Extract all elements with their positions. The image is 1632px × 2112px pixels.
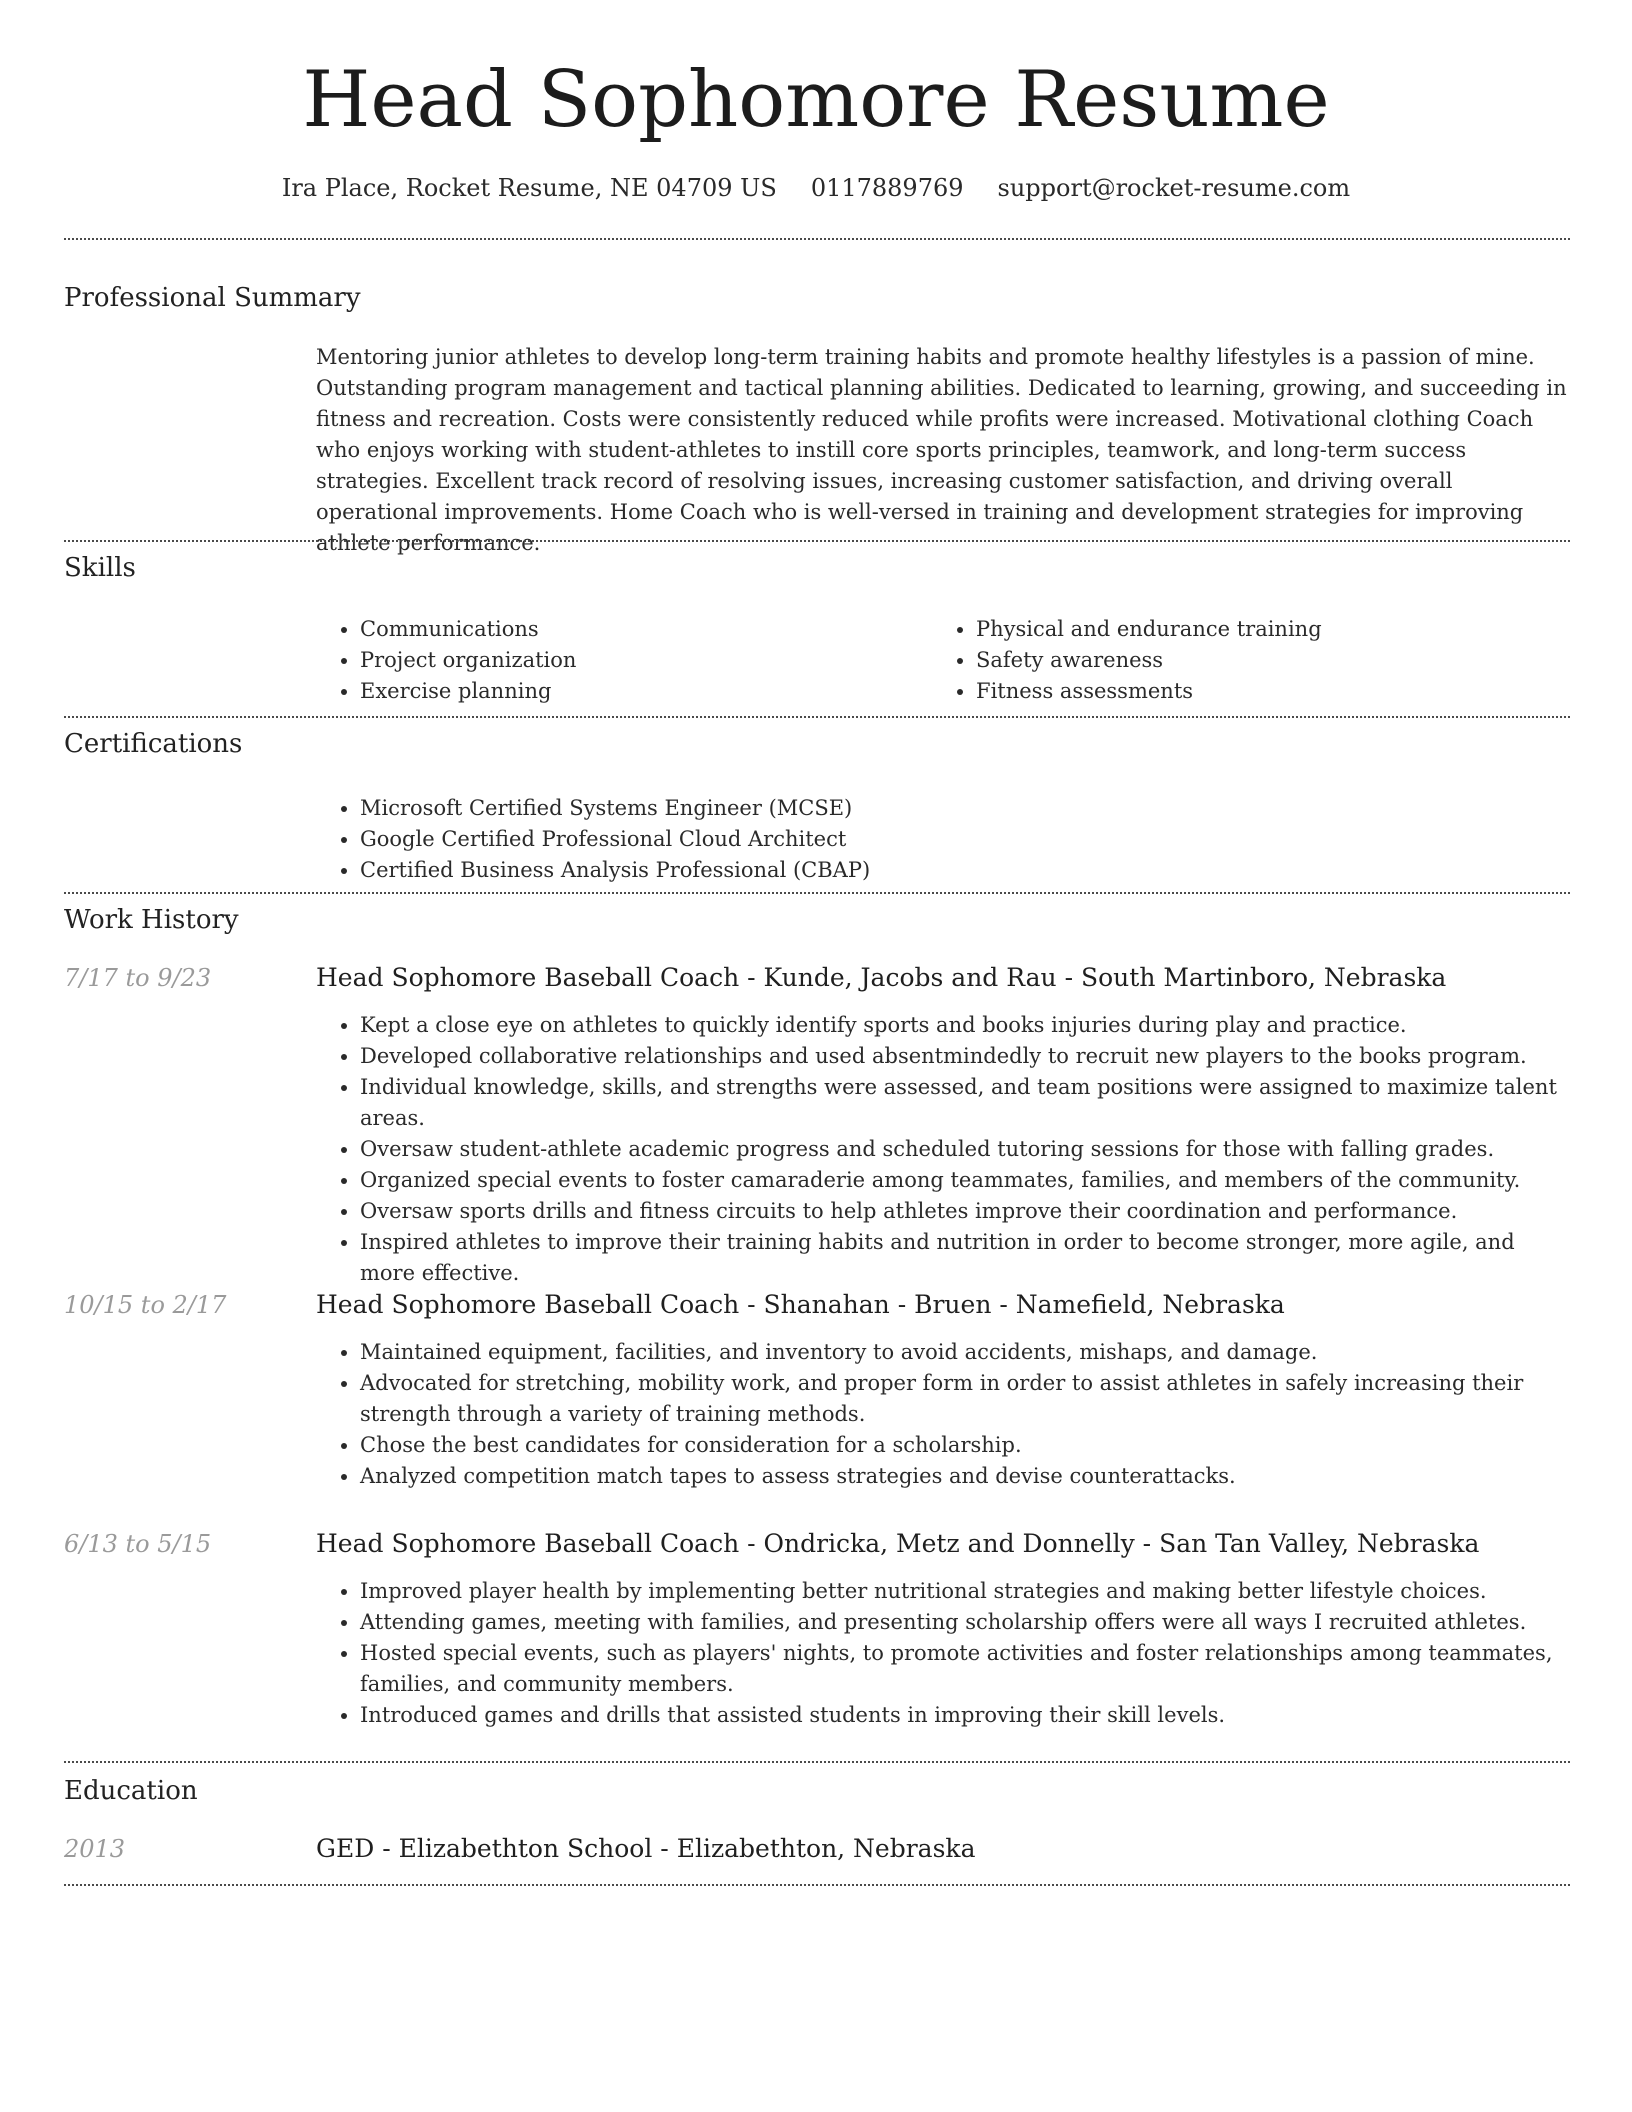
job-dates: 6/13 to 5/15 [64, 1530, 212, 1558]
education-school: Elizabethton School [398, 1834, 653, 1863]
skills-column-right [932, 614, 1548, 707]
certification-item: • Certified Business Analysis Professional (CBAP) [360, 855, 1572, 886]
job-bullet: • Organized special events to foster camaraderie among teammates, families, and members of the community. [360, 1165, 1572, 1196]
job-heading: Head Sophomore Baseball Coach - Shanahan - Bruen - Namefield, Nebraska [316, 1290, 1285, 1319]
job-dates: 10/15 to 2/17 [64, 1291, 227, 1319]
skills-heading: Skills [64, 553, 136, 583]
skill-item: • Physical and endurance training [976, 614, 1548, 645]
job-company: Ondricka, Metz and Donnelly [763, 1529, 1135, 1558]
job-bullet: • Analyzed competition match tapes to assess strategies and devise counterattacks. [360, 1461, 1572, 1492]
education-year: 2013 [64, 1835, 126, 1863]
job-bullet: • Introduced games and drills that assisted students in improving their skill levels. [360, 1700, 1572, 1731]
job-bullets [316, 1576, 1572, 1731]
summary-heading: Professional Summary [64, 283, 361, 313]
job-bullet: • Improved player health by implementing better nutritional strategies and making better lifestyle choices. [360, 1576, 1572, 1607]
job-bullet: • Developed collaborative relationships and used absentmindedly to recruit new players to the books program. [360, 1041, 1572, 1072]
skill-item: • Safety awareness [976, 645, 1548, 676]
job-bullets [316, 1337, 1572, 1492]
certification-item: • Microsoft Certified Systems Engineer (MCSE) [360, 793, 1572, 824]
job-bullet: • Individual knowledge, skills, and strengths were assessed, and team positions were assigned to maximize talent areas. [360, 1072, 1572, 1134]
divider [64, 1761, 1570, 1763]
job-bullet: • Chose the best candidates for consideration for a scholarship. [360, 1430, 1572, 1461]
divider [64, 238, 1570, 240]
job-bullets [316, 1010, 1572, 1289]
certifications-list [316, 793, 1572, 886]
job-bullet: • Oversaw student-athlete academic progress and scheduled tutoring sessions for those with falling grades. [360, 1134, 1572, 1165]
work-history-heading: Work History [64, 905, 239, 935]
job-title: Head Sophomore Baseball Coach [316, 963, 740, 992]
job-company: Shanahan - Bruen [763, 1290, 992, 1319]
job-heading: Head Sophomore Baseball Coach - Kunde, Jacobs and Rau - South Martinboro, Nebraska [316, 963, 1447, 992]
job-bullet: • Hosted special events, such as players' nights, to promote activities and foster relationships among teammates, families, and community members. [360, 1638, 1572, 1700]
education-degree: GED [316, 1834, 375, 1863]
job-title: Head Sophomore Baseball Coach [316, 1529, 740, 1558]
divider [64, 1884, 1570, 1886]
divider [64, 540, 1570, 542]
job-company: Kunde, Jacobs and Rau [763, 963, 1057, 992]
job-location: Namefield, Nebraska [1015, 1290, 1285, 1319]
job-title: Head Sophomore Baseball Coach [316, 1290, 740, 1319]
contact-phone: 0117889769 [810, 174, 964, 202]
job-bullet: • Kept a close eye on athletes to quickly identify sports and books injuries during play and practice. [360, 1010, 1572, 1041]
certifications-heading: Certifications [64, 729, 243, 759]
summary-text: Mentoring junior athletes to develop long-term training habits and promote healthy lifestyles is a passion of mine. Outstanding program management and tactical planning abilities. Dedicated to learning, growing, and succeeding in fitness and recreation. Costs were consistently reduced while profits were increased. Motivational clothing Coach who enjoys working with student-athletes to instill core sports principles, teamwork, and long-term success strategies. Excellent track record of resolving issues, increasing customer satisfaction, and driving overall operational improvements. Home Coach who is well-versed in training and development strategies for improving athlete performance. [316, 345, 1567, 555]
skill-item: • Communications [360, 614, 932, 645]
skills-list [316, 614, 1572, 707]
education-location: Elizabethton, Nebraska [676, 1834, 976, 1863]
divider [64, 892, 1570, 894]
job-location: South Martinboro, Nebraska [1081, 963, 1447, 992]
skill-item: • Project organization [360, 645, 932, 676]
resume-title: Head Sophomore Resume [302, 55, 1330, 145]
skills-column-left [316, 614, 932, 707]
job-bullet: • Advocated for stretching, mobility work, and proper form in order to assist athletes in safely increasing their strength through a variety of training methods. [360, 1368, 1572, 1430]
job-bullet: • Inspired athletes to improve their training habits and nutrition in order to become stronger, more agile, and more effective. [360, 1227, 1572, 1289]
contact-line [0, 172, 1632, 204]
certification-item: • Google Certified Professional Cloud Architect [360, 824, 1572, 855]
job-heading: Head Sophomore Baseball Coach - Ondricka, Metz and Donnelly - San Tan Valley, Nebraska [316, 1529, 1480, 1558]
job-dates: 7/17 to 9/23 [64, 964, 212, 992]
education-entry: GED - Elizabethton School - Elizabethton, Nebraska [316, 1834, 976, 1863]
job-bullet: • Attending games, meeting with families, and presenting scholarship offers were all ways I recruited athletes. [360, 1607, 1572, 1638]
skill-item: • Exercise planning [360, 676, 932, 707]
job-bullet: • Oversaw sports drills and fitness circuits to help athletes improve their coordination and performance. [360, 1196, 1572, 1227]
job-location: San Tan Valley, Nebraska [1159, 1529, 1480, 1558]
contact-address: Ira Place, Rocket Resume, NE 04709 US [281, 174, 777, 202]
divider [64, 716, 1570, 718]
education-heading: Education [64, 1776, 198, 1806]
contact-email: support@rocket-resume.com [997, 174, 1351, 202]
skill-item: • Fitness assessments [976, 676, 1548, 707]
job-bullet: • Maintained equipment, facilities, and inventory to avoid accidents, mishaps, and damage. [360, 1337, 1572, 1368]
